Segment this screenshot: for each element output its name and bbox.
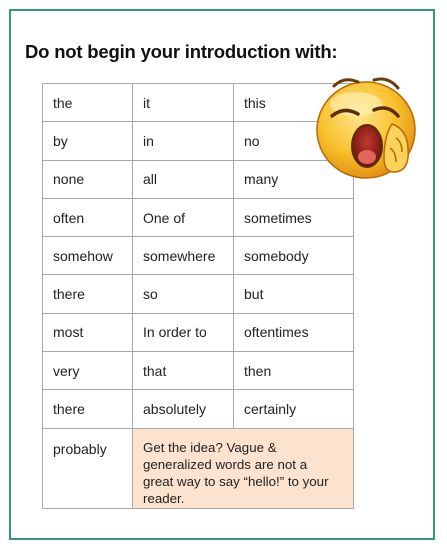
table-cell: somebody: [234, 237, 354, 275]
yawning-face-emoji-icon: [312, 64, 422, 182]
table-cell: in: [133, 122, 234, 160]
table-row: [43, 122, 354, 160]
table-row: [43, 237, 354, 275]
table-row: [43, 198, 354, 236]
table-cell: so: [133, 275, 234, 313]
table-cell: probably: [43, 428, 133, 508]
table-cell: that: [133, 352, 234, 390]
table-cell: none: [43, 160, 133, 198]
table-cell: by: [43, 122, 133, 160]
table-cell: but: [234, 275, 354, 313]
table-cell: In order to: [133, 313, 234, 351]
table-cell: most: [43, 313, 133, 351]
table-row: [43, 428, 354, 508]
note-callout: Get the idea? Vague & generalized words are not a great way to say “hello!” to your reader.: [133, 428, 354, 508]
table-row: [43, 352, 354, 390]
table-cell: somewhere: [133, 237, 234, 275]
table-cell: no: [234, 122, 354, 160]
word-table: [42, 83, 354, 509]
table-row: [43, 160, 354, 198]
table-row: [43, 84, 354, 122]
table-cell: then: [234, 352, 354, 390]
table-cell: somehow: [43, 237, 133, 275]
table-cell: oftentimes: [234, 313, 354, 351]
table-cell: all: [133, 160, 234, 198]
table-cell: sometimes: [234, 198, 354, 236]
page-title: Do not begin your introduction with:: [25, 41, 338, 62]
word-table-body: [43, 84, 354, 509]
table-cell: One of: [133, 198, 234, 236]
table-cell: there: [43, 275, 133, 313]
table-cell: very: [43, 352, 133, 390]
table-cell: certainly: [234, 390, 354, 428]
table-row: [43, 390, 354, 428]
table-cell: it: [133, 84, 234, 122]
table-cell: this: [234, 84, 354, 122]
table-row: [43, 313, 354, 351]
table-cell: often: [43, 198, 133, 236]
table-row: [43, 275, 354, 313]
table-cell: there: [43, 390, 133, 428]
table-cell: the: [43, 84, 133, 122]
table-cell: absolutely: [133, 390, 234, 428]
table-cell: many: [234, 160, 354, 198]
